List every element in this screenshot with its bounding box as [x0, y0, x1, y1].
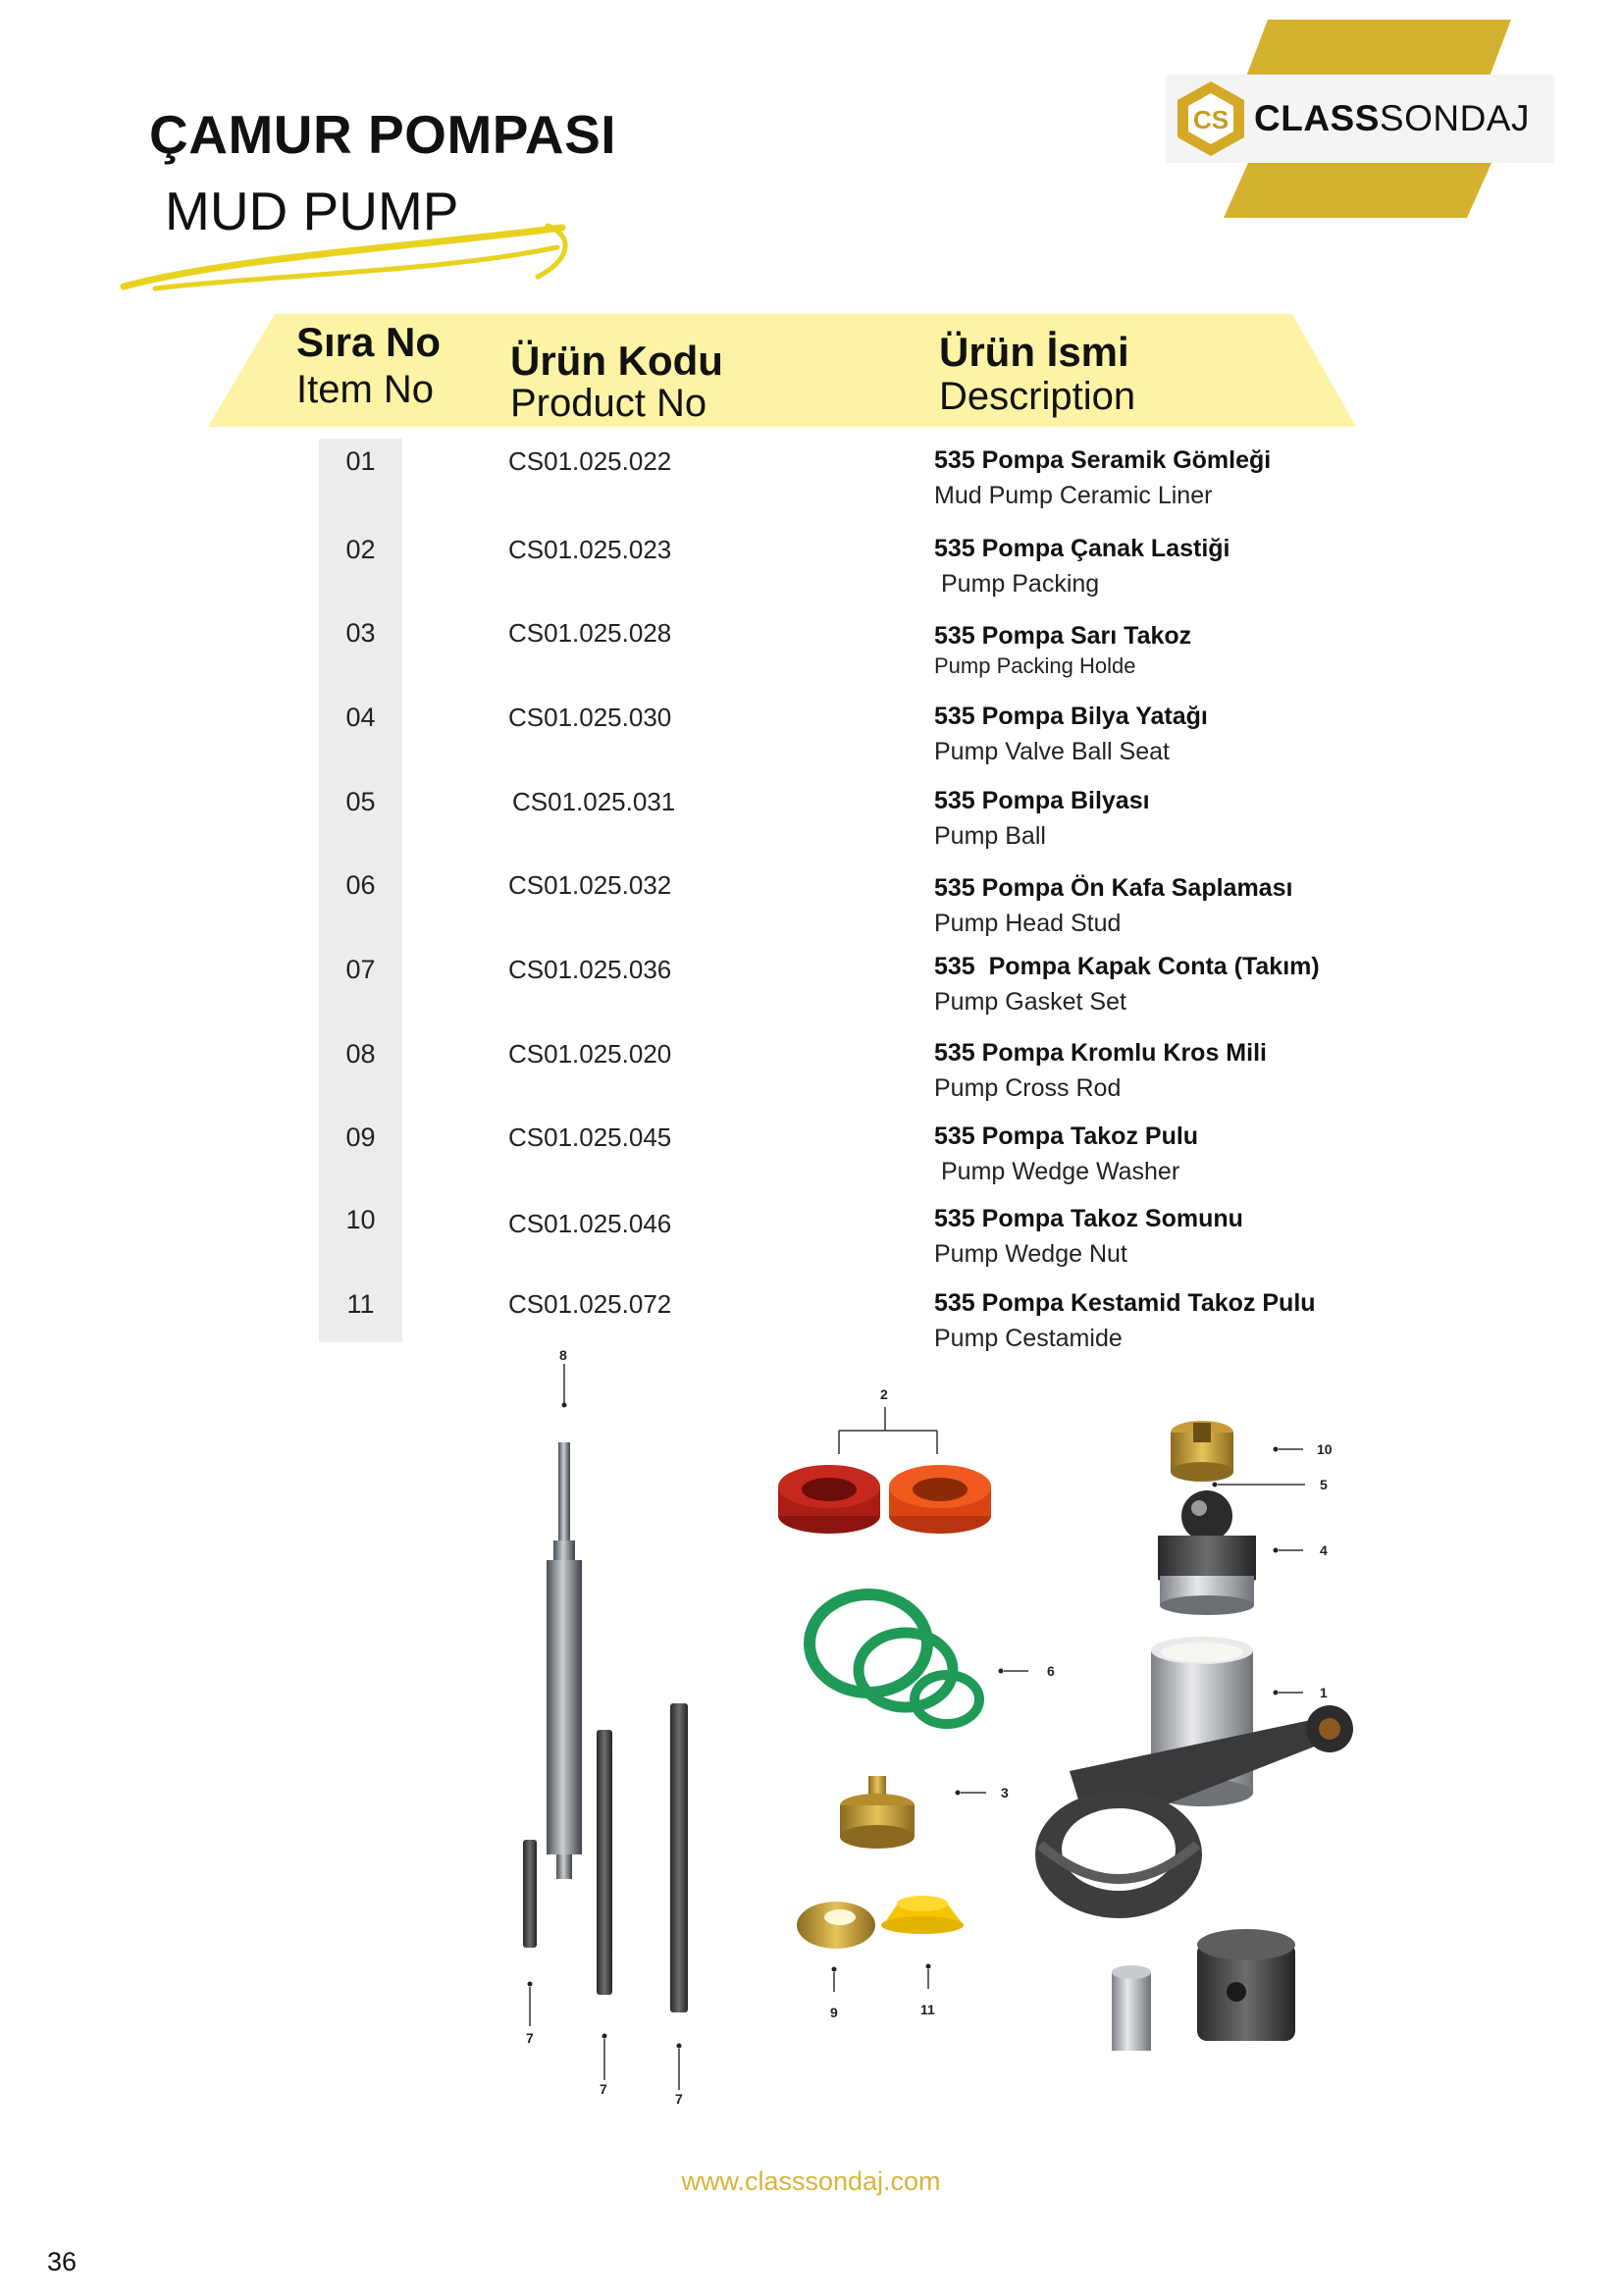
row-name-tr: 535 Pompa Takoz Pulu	[934, 1122, 1199, 1150]
row-name-tr: 535 Pompa Kapak Conta (Takım)	[934, 953, 1320, 980]
row-item-no: 07	[345, 955, 376, 984]
brand-name	[1254, 98, 1530, 139]
row-name-tr: 535 Pompa Çanak Lastiği	[934, 535, 1230, 562]
row-product-code: CS01.025.028	[508, 618, 672, 648]
row-item-no: 09	[345, 1122, 376, 1152]
row-name-en: Pump Valve Ball Seat	[934, 738, 1170, 765]
callout-label: 9	[830, 2005, 838, 2020]
callout-label: 3	[1001, 1785, 1009, 1800]
callout-label: 11	[920, 2002, 935, 2017]
brand-name-light: SONDAJ	[1379, 98, 1530, 138]
brand-name-bold: CLASS	[1254, 98, 1380, 138]
row-name-en: Pump Ball	[934, 822, 1046, 850]
row-product-code: CS01.025.030	[508, 703, 672, 732]
row-item-no: 02	[345, 535, 376, 564]
pump-packing-parts	[778, 1386, 991, 1534]
row-product-code: CS01.025.036	[508, 955, 672, 984]
row-name-en: Pump Cestamide	[934, 1325, 1123, 1352]
callout-label: 7	[600, 2081, 607, 2097]
row-name-en: Pump Wedge Nut	[934, 1240, 1127, 1268]
hexagon-logo-icon	[1176, 79, 1246, 158]
gasket-set-parts	[810, 1594, 1055, 1724]
col-header-item-no-en: Item No	[296, 368, 435, 411]
row-name-en: Mud Pump Ceramic Liner	[934, 482, 1213, 509]
row-item-no: 03	[345, 618, 376, 648]
row-item-no: 05	[345, 787, 376, 816]
valve-assembly-parts	[1158, 1421, 1333, 1615]
callout-label: 7	[526, 2030, 534, 2046]
callout-label: 2	[880, 1386, 888, 1402]
row-product-code: CS01.025.046	[508, 1209, 672, 1238]
callout-label: 1	[1320, 1685, 1328, 1700]
row-item-no: 06	[345, 870, 376, 900]
row-name-en: Pump Cross Rod	[934, 1074, 1122, 1102]
page-number: 36	[47, 2247, 78, 2276]
footer-website: www.classsondaj.com	[681, 2166, 941, 2196]
callout-label: 6	[1047, 1663, 1055, 1679]
row-product-code: CS01.025.031	[512, 787, 676, 816]
callout-label: 7	[675, 2091, 683, 2107]
row-product-code: CS01.025.022	[508, 446, 672, 476]
row-name-tr: 535 Pompa Seramik Gömleği	[934, 446, 1272, 474]
col-header-description-tr: Ürün İsmi	[939, 329, 1129, 375]
row-name-tr: 535 Pompa Bilya Yatağı	[934, 703, 1208, 730]
col-header-description-en: Description	[939, 375, 1136, 418]
row-name-en: Pump Gasket Set	[934, 988, 1126, 1016]
callout-label: 8	[559, 1347, 567, 1363]
row-name-en: Pump Head Stud	[934, 910, 1122, 937]
row-name-en: Pump Wedge Washer	[941, 1158, 1180, 1185]
company-logo	[1166, 75, 1554, 163]
row-name-en: Pump Packing Holde	[934, 653, 1136, 678]
page-title-tr: ÇAMUR POMPASI	[149, 104, 617, 165]
row-product-code: CS01.025.023	[508, 535, 672, 564]
page-title-en: MUD PUMP	[165, 181, 459, 241]
row-product-code: CS01.025.045	[508, 1122, 672, 1152]
packing-holder-part	[840, 1776, 1009, 1849]
row-item-no: 10	[345, 1205, 376, 1234]
cross-rod-part	[547, 1347, 582, 1879]
row-item-no: 11	[346, 1289, 375, 1319]
row-name-tr: 535 Pompa Sarı Takoz	[934, 622, 1192, 650]
title-underline-swoosh	[116, 218, 577, 296]
row-product-code: CS01.025.020	[508, 1039, 672, 1069]
row-name-en: Pump Packing	[941, 570, 1100, 598]
row-product-code: CS01.025.032	[508, 870, 672, 900]
col-header-product-no-tr: Ürün Kodu	[510, 338, 723, 384]
row-name-tr: 535 Pompa Kestamid Takoz Pulu	[934, 1289, 1316, 1317]
logo-mark-text: CS	[1192, 105, 1230, 134]
row-item-no: 08	[345, 1039, 376, 1069]
wedge-washer-parts	[797, 1896, 964, 2020]
col-header-item-no-tr: Sıra No	[296, 319, 442, 365]
row-name-tr: 535 Pompa Kromlu Kros Mili	[934, 1039, 1267, 1067]
callout-label: 4	[1320, 1542, 1328, 1558]
row-name-tr: 535 Pompa Ön Kafa Saplaması	[934, 874, 1293, 902]
row-name-tr: 535 Pompa Bilyası	[934, 787, 1150, 814]
row-product-code: CS01.025.072	[508, 1289, 672, 1319]
row-item-no: 04	[345, 703, 376, 732]
col-header-product-no-en: Product No	[510, 382, 707, 425]
callout-label: 5	[1320, 1477, 1328, 1492]
row-item-no: 01	[345, 446, 376, 476]
callout-label: 10	[1317, 1441, 1333, 1457]
connecting-rod-illustration	[1035, 1705, 1353, 2051]
row-name-tr: 535 Pompa Takoz Somunu	[934, 1205, 1243, 1232]
parts-illustration	[491, 1344, 1374, 2129]
